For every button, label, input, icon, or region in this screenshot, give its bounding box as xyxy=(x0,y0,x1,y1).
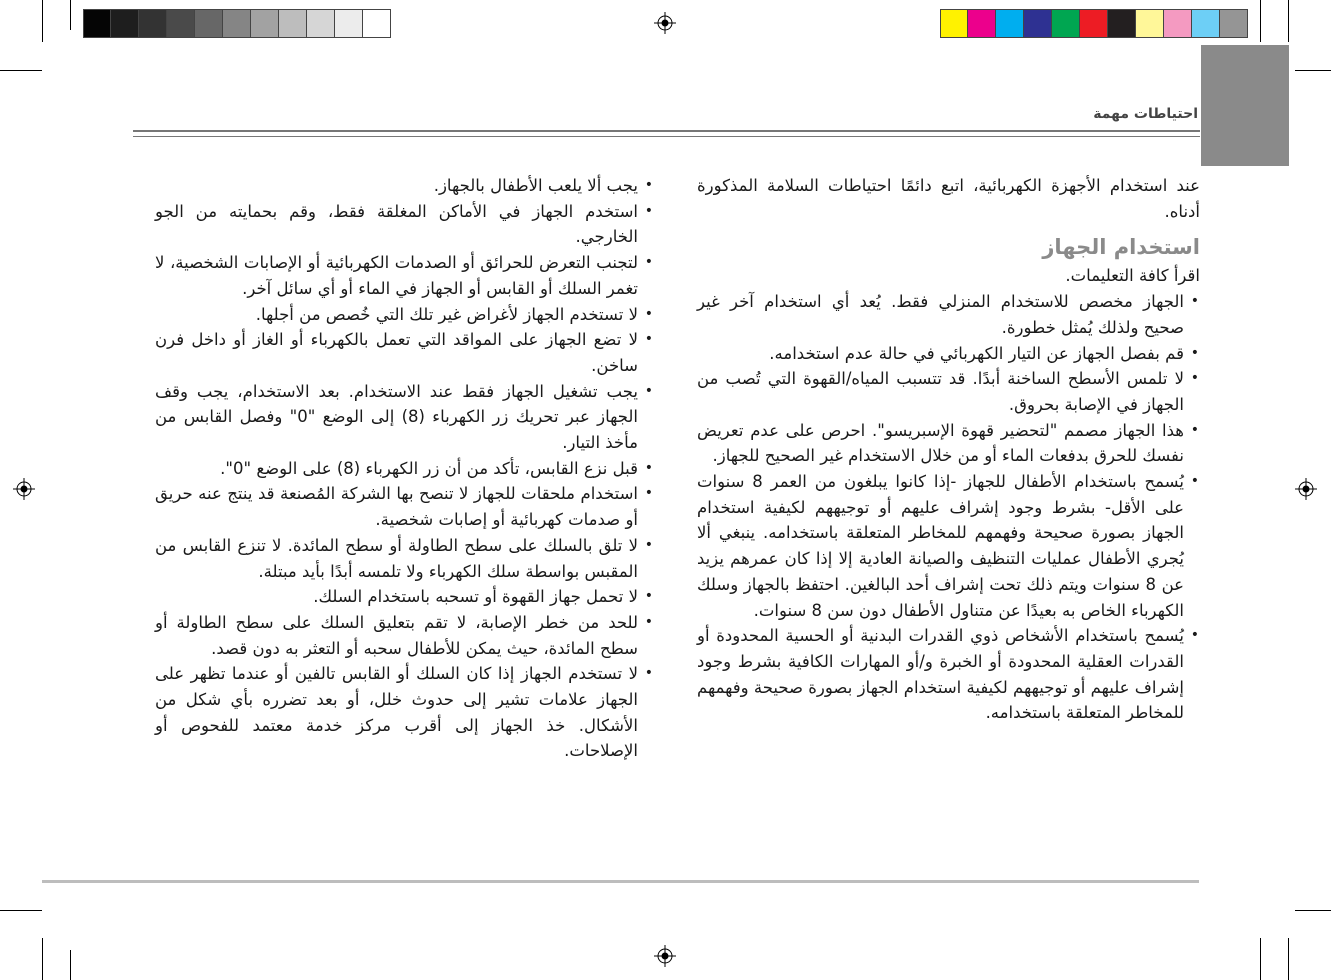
list-item: • استخدم الجهاز في الأماكن المغلقة فقط، وقم بحمايته من الجو الخارجي. xyxy=(155,199,654,250)
header-rule xyxy=(133,136,1200,137)
color-swatch xyxy=(940,9,968,38)
list-item: • يُسمح باستخدام الأطفال للجهاز -إذا كانوا يبلغون من العمر 8 سنوات على الأقل- بشرط وجود إشراف عليهم أو توجيههم لكيفية استخدام الجهاز بصورة صحيحة وفهمهم للمخاطر المتعلقة باستخدامه. ينبغي ألا يُجري الأطفال عمليات التنظيف والصيانة العادية إلا إذا كان عمرهم يزيد عن 8 سنوات ويتم ذلك تحت إشراف أحد البالغين. احتفظ بالجهاز وسلك الكهرباء الخاص به بعيدًا عن متناول الأطفال دون سن 8 سنوات. xyxy=(697,469,1200,623)
list-item: • استخدام ملحقات للجهاز لا تنصح بها الشركة المُصنعة قد ينتج عنه حريق أو صدمات كهربائية أو إصابات شخصية. xyxy=(155,481,654,532)
section-tab xyxy=(1201,45,1289,166)
crop-mark xyxy=(1260,938,1261,980)
read-instructions: اقرأ كافة التعليمات. xyxy=(1065,266,1200,286)
list-item: • يُسمح باستخدام الأشخاص ذوي القدرات البدنية أو الحسية المحدودة أو القدرات العقلية المحدودة أو الخبرة و/أو المهارات الكافية بشرط وجود إشراف عليهم أو توجيههم لكيفية استخدام الجهاز بصورة صحيحة وفهمهم للمخاطر المتعلقة باستخدامه. xyxy=(697,623,1200,726)
crop-mark xyxy=(42,0,43,42)
color-swatch xyxy=(335,9,363,38)
color-swatch xyxy=(195,9,223,38)
registration-mark-icon xyxy=(1295,478,1317,500)
crop-mark xyxy=(0,70,42,71)
color-swatch xyxy=(968,9,996,38)
color-swatch xyxy=(111,9,139,38)
list-item: • لا تحمل جهاز القهوة أو تسحبه باستخدام السلك. xyxy=(155,584,654,610)
color-swatch xyxy=(1220,9,1248,38)
grayscale-color-bar xyxy=(83,9,391,38)
list-item: • لتجنب التعرض للحرائق أو الصدمات الكهربائية أو الإصابات الشخصية، لا تغمر السلك أو القابس أو الجهاز في الماء أو أي سائل آخر. xyxy=(155,250,654,301)
list-item: • للحد من خطر الإصابة، لا تقم بتعليق السلك على سطح الطاولة أو سطح المائدة، حيث يمكن للأطفال سحبه أو التعثر به دون قصد. xyxy=(155,610,654,661)
list-item: • لا تلق بالسلك على سطح الطاولة أو سطح المائدة. لا تنزع القابس من المقبس بواسطة سلك الكهرباء ولا تلمسه أبدًا بأيد مبتلة. xyxy=(155,533,654,584)
registration-mark-icon xyxy=(13,478,35,500)
intro-paragraph: عند استخدام الأجهزة الكهربائية، اتبع دائمًا احتياطات السلامة المذكورة أدناه. xyxy=(697,176,1200,221)
color-swatch xyxy=(223,9,251,38)
crop-mark xyxy=(70,950,71,980)
color-swatch xyxy=(1080,9,1108,38)
crop-mark xyxy=(1260,0,1261,42)
color-swatch xyxy=(996,9,1024,38)
color-swatch xyxy=(167,9,195,38)
list-item: • لا تضع الجهاز على المواقد التي تعمل بالكهرباء أو الغاز أو داخل فرن ساخن. xyxy=(155,327,654,378)
color-swatch xyxy=(1192,9,1220,38)
color-swatch xyxy=(139,9,167,38)
list-item: • هذا الجهاز مصمم "لتحضير قهوة الإسبريسو". احرص على عدم تعريض نفسك للحرق بدفعات الماء أو من خلال الاستخدام غير الصحيح للجهاز. xyxy=(697,418,1200,469)
list-item: • لا تستخدم الجهاز إذا كان السلك أو القابس تالفين أو عندما تظهر على الجهاز علامات تشير إلى حدوث خلل، أو بعد تضرره بأي شكل من الأشكال. خذ الجهاز إلى أقرب مركز خدمة معتمد للفحوص أو الإصلاحات. xyxy=(155,661,654,764)
color-swatch xyxy=(307,9,335,38)
list-item: • لا تستخدم الجهاز لأغراض غير تلك التي خُصص من أجلها. xyxy=(155,302,654,328)
crop-mark xyxy=(1288,938,1289,980)
color-swatch xyxy=(363,9,391,38)
color-swatch xyxy=(83,9,111,38)
registration-mark-icon xyxy=(654,945,676,967)
section-heading: استخدام الجهاز xyxy=(1042,235,1200,260)
list-item: • قبل نزع القابس، تأكد من أن زر الكهرباء (8) على الوضع "0". xyxy=(155,456,654,482)
list-item: • يجب تشغيل الجهاز فقط عند الاستخدام. بعد الاستخدام، يجب وقف الجهاز عبر تحريك زر الكهرباء (8) إلى الوضع "0" وفصل القابس من مأخذ التيار. xyxy=(155,379,654,456)
registration-mark-icon xyxy=(654,12,676,34)
crop-mark xyxy=(0,910,42,911)
color-swatch xyxy=(1136,9,1164,38)
list-item: • الجهاز مخصص للاستخدام المنزلي فقط. يُعد أي استخدام آخر غير صحيح ولذلك يُمثل خطورة. xyxy=(697,289,1200,340)
list-item: • قم بفصل الجهاز عن التيار الكهربائي في حالة عدم استخدامه. xyxy=(697,341,1200,367)
crop-mark xyxy=(70,0,71,30)
crop-mark xyxy=(1288,0,1289,42)
color-swatch xyxy=(1164,9,1192,38)
crop-mark xyxy=(1295,70,1331,71)
header-rule xyxy=(133,130,1200,132)
color-swatch xyxy=(1052,9,1080,38)
list-item: • لا تلمس الأسطح الساخنة أبدًا. قد تتسبب المياه/القهوة التي تُصب من الجهاز في الإصابة بحروق. xyxy=(697,366,1200,417)
right-bullet-list xyxy=(697,289,1200,726)
color-swatch xyxy=(1108,9,1136,38)
page-header-title: احتياطات مهمة xyxy=(1093,106,1198,122)
color-swatch xyxy=(251,9,279,38)
color-swatch xyxy=(279,9,307,38)
right-column xyxy=(697,173,1200,726)
footer-rule xyxy=(42,880,1199,883)
left-bullet-list xyxy=(155,173,654,764)
list-item: • يجب ألا يلعب الأطفال بالجهاز. xyxy=(155,173,654,199)
color-swatch xyxy=(1024,9,1052,38)
process-color-bar xyxy=(940,9,1248,38)
crop-mark xyxy=(42,938,43,980)
left-column xyxy=(155,173,654,764)
crop-mark xyxy=(1295,910,1331,911)
